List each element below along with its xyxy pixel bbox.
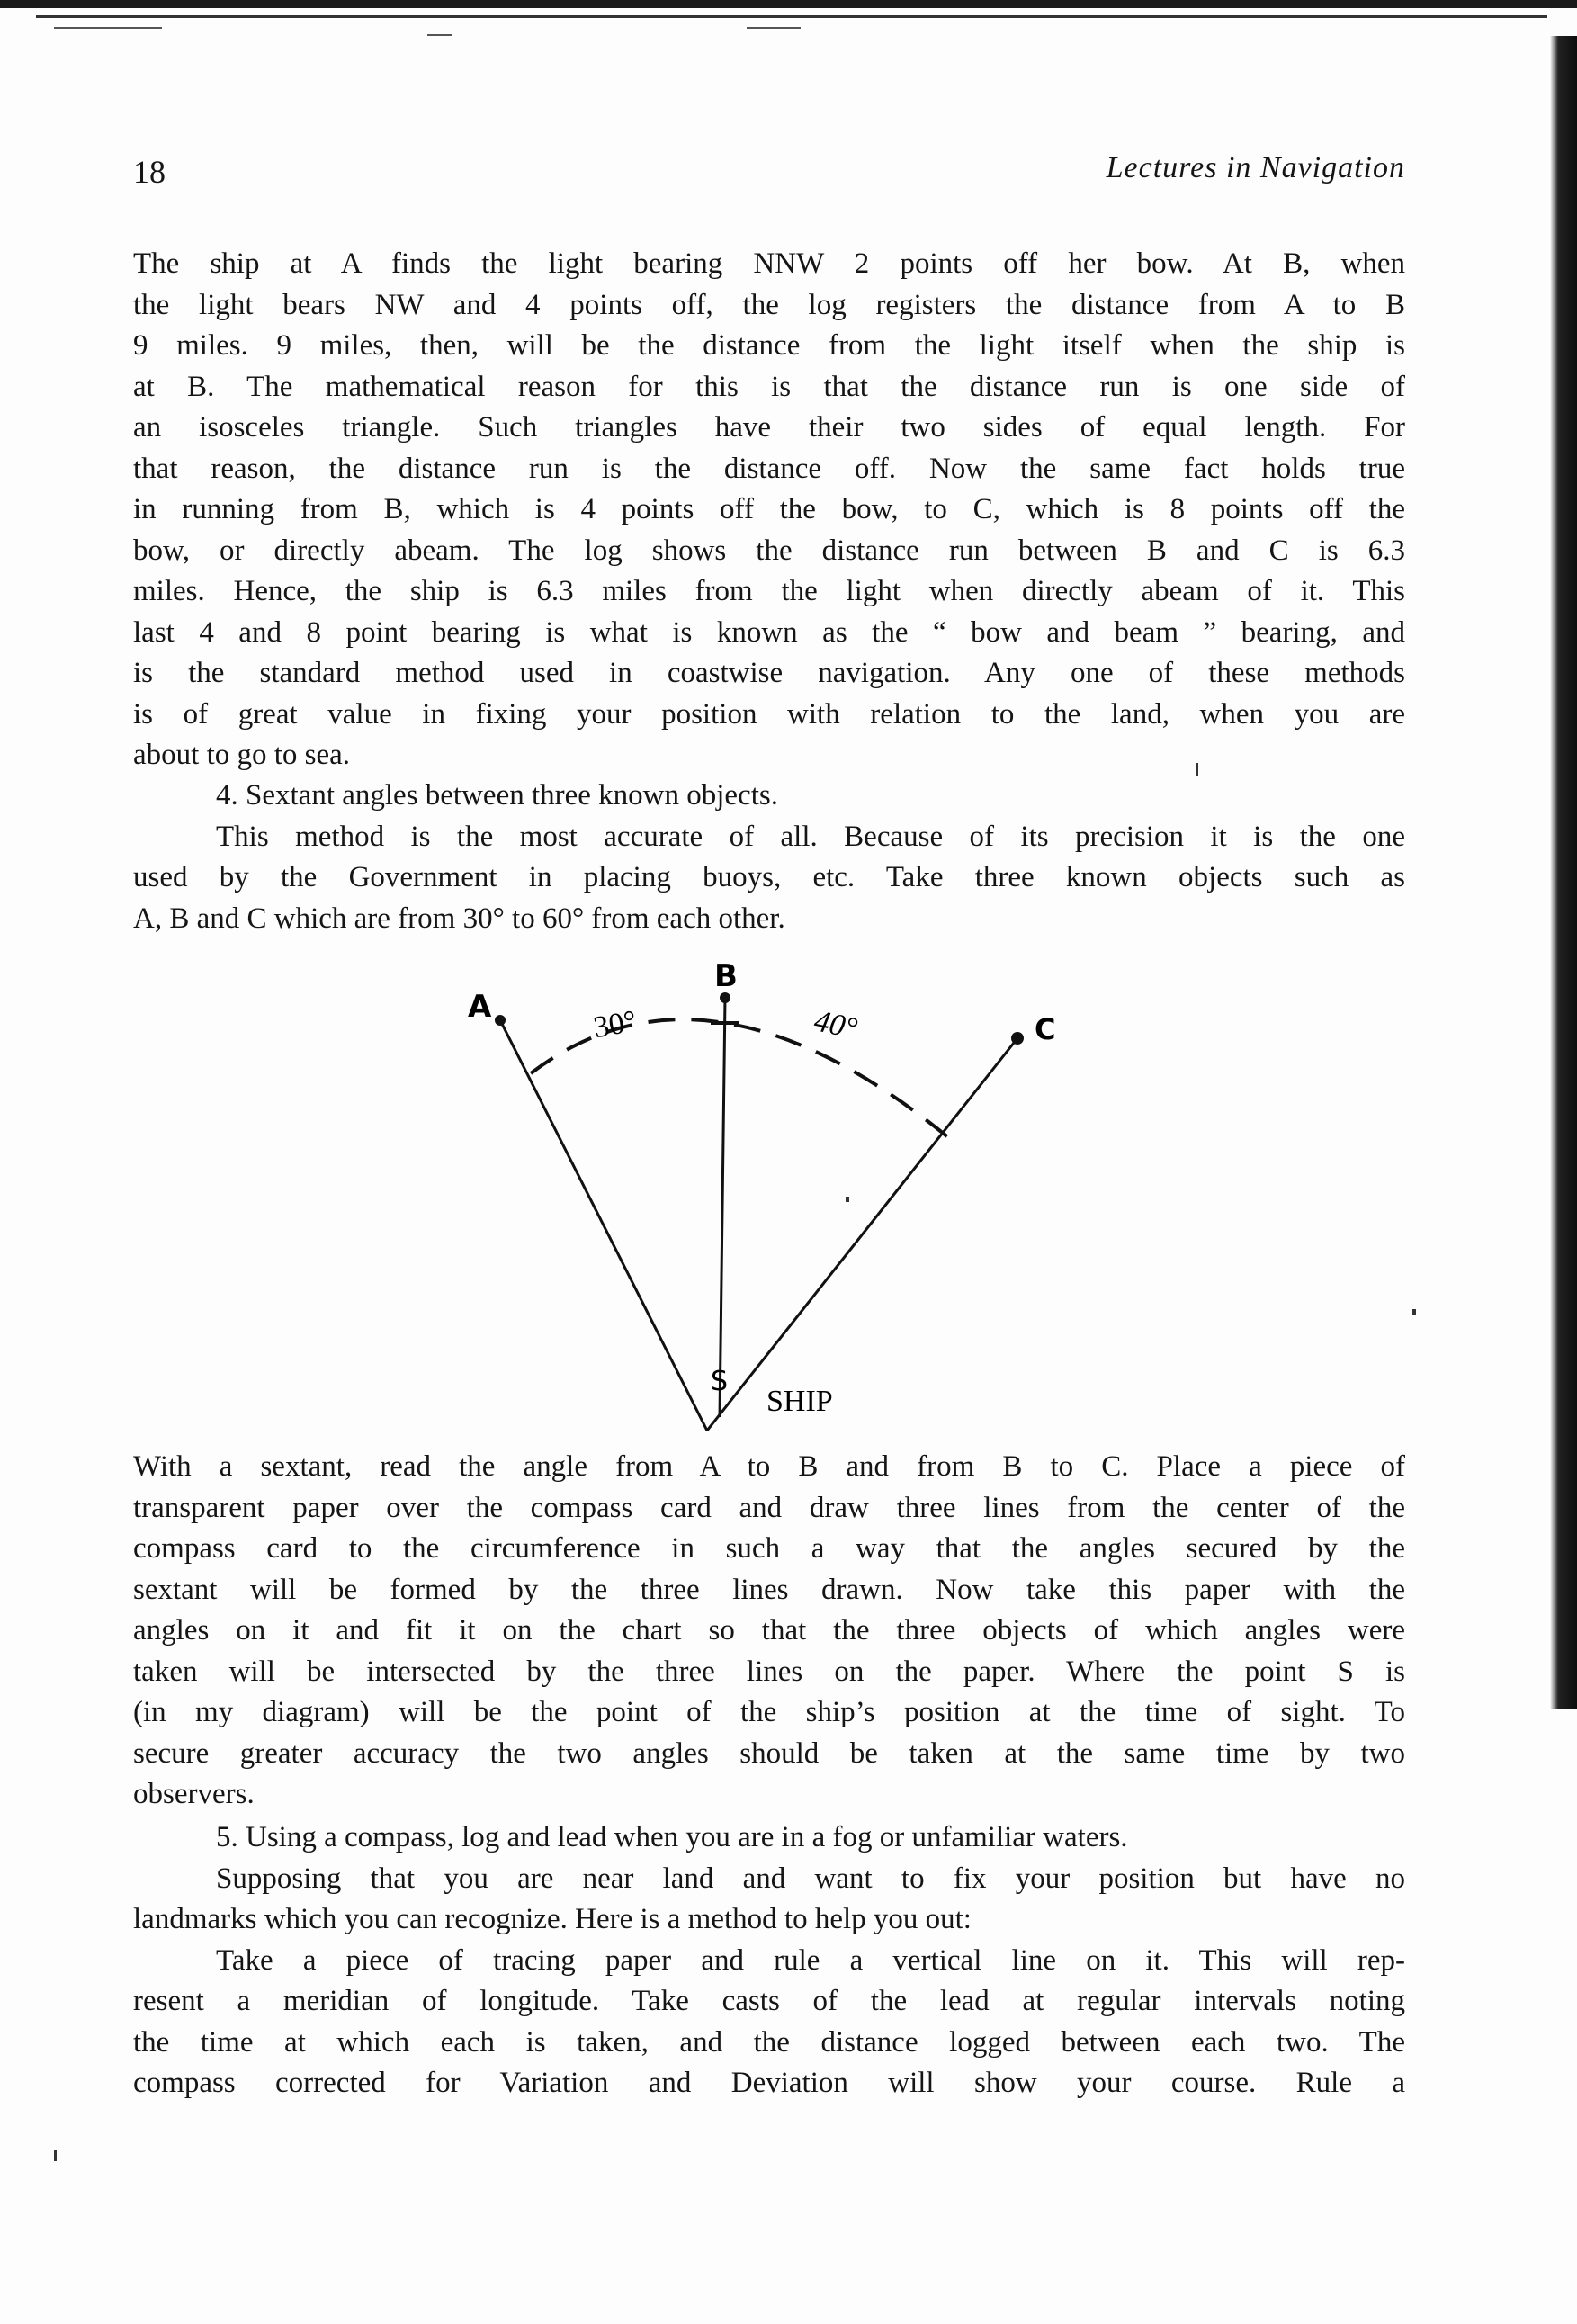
text-line: about to go to sea.	[133, 739, 351, 771]
scan-speck	[1412, 1309, 1416, 1315]
text-line: the time at which each is taken, and the distance logged between each two. The	[133, 2025, 1405, 2059]
text-line: bow, or directly abeam. The log shows the distance run between B and C is 6.3	[133, 534, 1405, 567]
text-line: Take a piece of tracing paper and rule a vertical line on it. This will rep-	[216, 1943, 1405, 1977]
text-line: sextant will be formed by the three lines drawn. Now take this paper with the	[133, 1573, 1405, 1606]
text-line: resent a meridian of longitude. Take casts of the lead at regular intervals noting	[133, 1985, 1405, 2017]
label-c: C	[1035, 1012, 1056, 1046]
text-line: observers.	[133, 1778, 255, 1810]
page-number: 18	[133, 154, 166, 190]
angle-label-30: 30°	[591, 1004, 640, 1045]
text-line: (in my diagram) will be the point of the ship’s position at the time of sight. To	[133, 1696, 1405, 1728]
label-b: B	[714, 958, 738, 994]
line-ship-to-c	[707, 1038, 1017, 1431]
point-c-marker	[1011, 1032, 1024, 1045]
label-s: S	[711, 1366, 729, 1397]
line-ship-to-a	[500, 1020, 707, 1431]
text-line: is of great value in fixing your position with relation to the land, when you are	[133, 697, 1405, 731]
scan-speck	[54, 2150, 57, 2161]
text-line: last 4 and 8 point bearing is what is known as the “ bow and beam ” bearing, and	[133, 615, 1405, 649]
text-line: used by the Government in placing buoys, etc. Take three known objects such as	[133, 861, 1405, 893]
text-line: at B. The mathematical reason for this is that the distance run is one side of	[133, 370, 1405, 403]
scan-speck	[1196, 763, 1198, 776]
text-line: landmarks which you can recognize. Here is a method to help you out:	[133, 1903, 972, 1935]
text-line: The ship at A finds the light bearing NNW 2 points off her bow. At B, when	[133, 247, 1405, 280]
text-line: With a sextant, read the angle from A to B and from B to C. Place a piece of	[133, 1450, 1405, 1483]
text-line: an isosceles triangle. Such triangles have their two sides of equal length. For	[133, 411, 1405, 444]
label-a: A	[468, 989, 492, 1025]
text-line: that reason, the distance run is the distance off. Now the same fact holds true	[133, 452, 1405, 485]
label-ship: SHIP	[766, 1385, 833, 1418]
scan-speck	[846, 1197, 849, 1202]
text-line: compass corrected for Variation and Deviation will show your course. Rule a	[133, 2067, 1405, 2099]
text-line: 9 miles. 9 miles, then, will be the distance from the light itself when the ship is	[133, 329, 1405, 362]
text-line: the light bears NW and 4 points off, the log registers the distance from A to B	[133, 288, 1405, 321]
angle-label-40: 40°	[811, 1004, 861, 1046]
text-line: This method is the most accurate of all. Because of its precision it is the one	[216, 820, 1405, 853]
text-line: 4. Sextant angles between three known objects.	[216, 779, 778, 812]
point-a-marker	[495, 1015, 506, 1026]
text-line: 5. Using a compass, log and lead when you are in a fog or unfamiliar waters.	[216, 1821, 1128, 1853]
text-line: taken will be intersected by the three lines on the paper. Where the point S is	[133, 1655, 1405, 1688]
text-line: secure greater accuracy the two angles should be taken at the same time by two	[133, 1736, 1405, 1770]
running-title: Lectures in Navigation	[1106, 151, 1405, 184]
text-line: A, B and C which are from 30° to 60° from each other.	[133, 902, 785, 935]
text-line: compass card to the circumference in such a way that the angles secured by the	[133, 1532, 1405, 1565]
line-ship-to-b	[720, 998, 725, 1417]
text-line: miles. Hence, the ship is 6.3 miles from the light when directly abeam of it. This	[133, 575, 1405, 607]
text-line: in running from B, which is 4 points off the bow, to C, which is 8 points off the	[133, 493, 1405, 525]
text-line: is the standard method used in coastwise navigation. Any one of these methods	[133, 657, 1405, 689]
angle-arc	[531, 1019, 954, 1142]
text-line: transparent paper over the compass card and draw three lines from the center of the	[133, 1491, 1405, 1524]
text-line: Supposing that you are near land and want to fix your position but have no	[216, 1862, 1405, 1895]
text-line: angles on it and fit it on the chart so that the three objects of which angles were	[133, 1614, 1405, 1647]
